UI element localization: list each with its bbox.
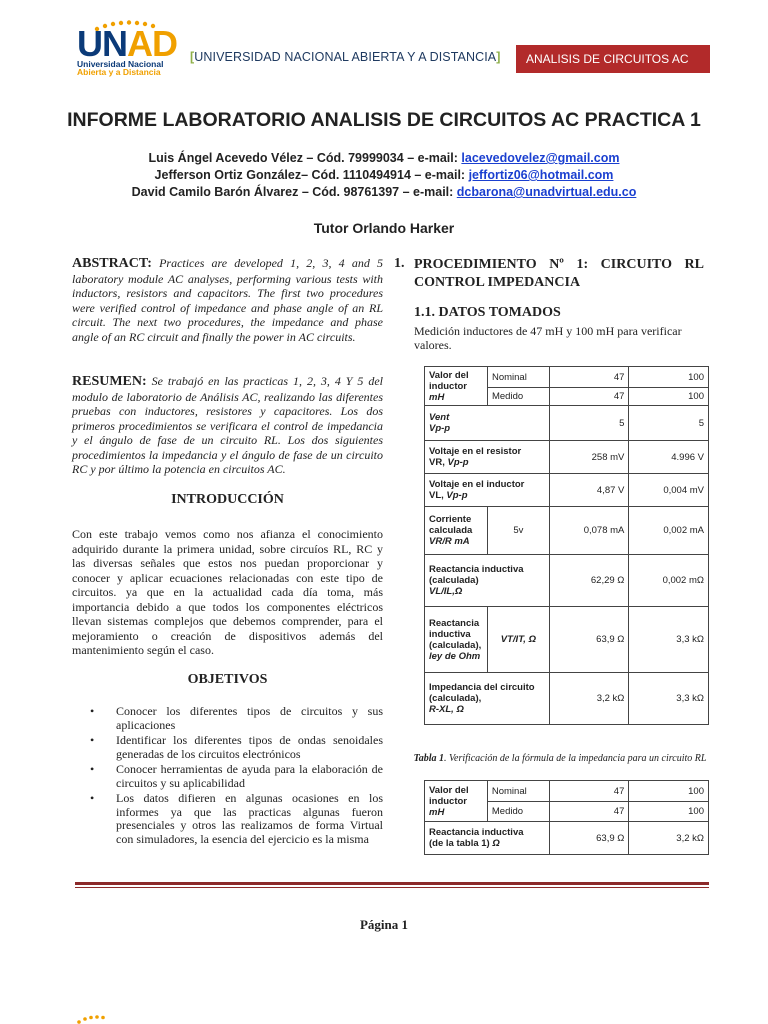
table-row xyxy=(425,822,709,855)
table-cell: 5 xyxy=(629,406,709,441)
footer-divider xyxy=(75,882,709,885)
unad-logo xyxy=(77,20,195,76)
table-cell: Reactancia inductiva (calculada), ley de Ohm xyxy=(425,607,488,673)
table-cell: 3,2 kΩ xyxy=(629,822,709,855)
table-cell: 4.996 V xyxy=(629,441,709,474)
table-cell: 47 xyxy=(549,388,629,406)
table-row xyxy=(425,507,709,555)
author-line-2: Jefferson Ortiz González– Cód. 1110494914 – e-mail: jeffortiz06@hotmail.com xyxy=(154,168,614,182)
table-cell: 100 xyxy=(629,367,709,388)
objetivos-list xyxy=(72,705,383,848)
table-row xyxy=(425,781,709,802)
table-cell: 5v xyxy=(487,507,549,555)
table-cell: Nominal xyxy=(487,781,549,802)
table-row xyxy=(425,406,709,441)
author-email-link[interactable]: dcbarona@unadvirtual.edu.co xyxy=(456,185,637,199)
data-table-1 xyxy=(424,366,709,725)
table-cell: Corriente calculada VR/R mA xyxy=(425,507,488,555)
table-cell: Voltaje en el inductor VL, Vp-p xyxy=(425,474,550,507)
table-cell: 63,9 Ω xyxy=(549,822,629,855)
table-row xyxy=(425,367,709,388)
table-cell: 3,3 kΩ xyxy=(629,607,709,673)
logo-line-1: Universidad Nacional xyxy=(77,59,164,69)
author-line-1: Luis Ángel Acevedo Vélez – Cód. 79999034 – e-mail: lacevedovelez@gmail.com xyxy=(148,151,620,165)
table-row xyxy=(425,607,709,673)
table-cell: 5 xyxy=(549,406,629,441)
table-cell: Reactancia inductiva (calculada) VL/IL,Ω xyxy=(425,555,550,607)
tutor-name: Tutor Orlando Harker xyxy=(313,220,455,236)
list-item: • Conocer herramientas de ayuda para la elaboración de circuitos y su aplicabilidad xyxy=(72,763,383,790)
table-cell: 47 xyxy=(549,367,629,388)
table-row xyxy=(425,555,709,607)
document-title: INFORME LABORATORIO ANALISIS DE CIRCUITOS AC PRACTICA 1 xyxy=(67,109,701,131)
header-university: [UNIVERSIDAD NACIONAL ABIERTA Y A DISTANCIA] xyxy=(190,50,501,64)
measure-text: Medición inductores de 47 mH y 100 mH para verificar valores. xyxy=(414,324,682,352)
author-email-link[interactable]: lacevedovelez@gmail.com xyxy=(461,151,620,165)
table-cell: Vent Vp-p xyxy=(425,406,550,441)
table-cell: 0,002 mA xyxy=(629,507,709,555)
table-cell: 63,9 Ω xyxy=(549,607,629,673)
table-cell: 0,002 mΩ xyxy=(629,555,709,607)
resumen-paragraph xyxy=(72,374,383,477)
resumen-text: Se trabajó en las practicas 1, 2, 3, 4 Y 5 del modulo de laboratorio de Análisis AC, realizando las diferentes pruebas con inductores, resistores y capacitores. Los dos primeros procedimientos se verificara el control de impedancia y el ángulo de fase de un circuito RL. Los dos siguientes procedimientos la impedancia y el ángulo de fase de un circuito RC y por último la potencia en circuitos AC. xyxy=(72,374,383,476)
procedure-heading: PROCEDIMIENTO Nº 1: CIRCUITO RL CONTROL IMPEDANCIA xyxy=(414,257,704,290)
table-cell: Medido xyxy=(487,388,549,406)
logo-wordmark: UNAD xyxy=(77,23,177,64)
table-cell: 100 xyxy=(629,781,709,802)
list-item: • Los datos difieren en algunas ocasiones en los informes ya que las practicas algunas fueron presenciales y otros las realizamos de forma Virtual con simuladores, la esencia del ejercicio es la misma xyxy=(72,792,383,846)
procedure-number: 1. xyxy=(394,256,405,271)
table-cell: 100 xyxy=(629,802,709,822)
table-cell: Impedancia del circuito (calculada), R-XL, Ω xyxy=(425,673,550,725)
table-cell: Voltaje en el resistor VR, Vp-p xyxy=(425,441,550,474)
author-email-link[interactable]: jeffortiz06@hotmail.com xyxy=(468,168,614,182)
sub-heading: 1.1. DATOS TOMADOS xyxy=(414,305,561,320)
abstract-label: ABSTRACT: xyxy=(72,256,152,271)
table-cell: 0,078 mA xyxy=(549,507,629,555)
table-cell: 47 xyxy=(549,781,629,802)
intro-text: Con este trabajo vemos como nos afianza el conocimiento adquirido durante la primera unidad, sobre circuíos RL, RC y las diversas señales que estos nos puedan proporcionar y conocer y aplicar ecuaciones relacionadas con este tipo de circuitos. ya que en la actualidad cada día toma, más importancia debido a que todos los componentes eléctricos llevan sistemas complejos que debemos comprender, para el mejoramiento o creación de dispositivos además del mantenimiento según el caso. xyxy=(72,527,383,657)
abstract-paragraph xyxy=(72,256,383,344)
table-cell: Valor del inductor mH xyxy=(425,781,488,822)
list-item: • Identificar los diferentes tipos de ondas senoidales generadas de los circuitos electrónicos xyxy=(72,734,383,761)
table-cell: 4,87 V xyxy=(549,474,629,507)
table-cell: 258 mV xyxy=(549,441,629,474)
intro-heading: INTRODUCCIÓN xyxy=(171,492,284,507)
objetivos-heading: OBJETIVOS xyxy=(187,672,268,687)
table-cell: Nominal xyxy=(487,367,549,388)
table-cell: 3,3 kΩ xyxy=(629,673,709,725)
author-line-3: David Camilo Barón Álvarez – Cód. 98761397 – e-mail: dcbarona@unadvirtual.edu.co xyxy=(131,185,637,199)
next-page-logo-dots-icon xyxy=(75,1014,115,1024)
header-course-banner: ANALISIS DE CIRCUITOS AC xyxy=(516,45,710,73)
table-row xyxy=(425,673,709,725)
page-number: Página 1 xyxy=(359,917,409,932)
logo-line-2: Abierta y a Distancia xyxy=(77,67,161,77)
table-cell: 62,29 Ω xyxy=(549,555,629,607)
table-cell: 47 xyxy=(549,802,629,822)
table-cell: Valor del inductor mH xyxy=(425,367,488,406)
table-row xyxy=(425,474,709,507)
table-cell: 100 xyxy=(629,388,709,406)
table-row xyxy=(425,441,709,474)
table-cell: 3,2 kΩ xyxy=(549,673,629,725)
data-table-2 xyxy=(424,780,709,855)
abstract-text: Practices are developed 1, 2, 3, 4 and 5 laboratory module AC analyses, performing various tests with inductors, resistors and capacitors. The first two procedures were verified control of impedance and phase angle of an RL circuit. The next two procedures, the impedance and phase angle of an RC circuit and finally the power in AC circuits. xyxy=(72,256,383,344)
list-item: • Conocer los diferentes tipos de circuitos y sus aplicaciones xyxy=(72,705,383,732)
table-caption: Tabla 1. Verificación de la fórmula de la impedancia para un circuito RL xyxy=(413,753,707,764)
table-cell: VT/IT, Ω xyxy=(487,607,549,673)
resumen-label: RESUMEN: xyxy=(72,374,147,389)
table-cell: Reactancia inductiva (de la tabla 1) Ω xyxy=(425,822,550,855)
table-cell: 0,004 mV xyxy=(629,474,709,507)
table-cell: Medido xyxy=(487,802,549,822)
footer-divider-thin xyxy=(75,887,709,888)
